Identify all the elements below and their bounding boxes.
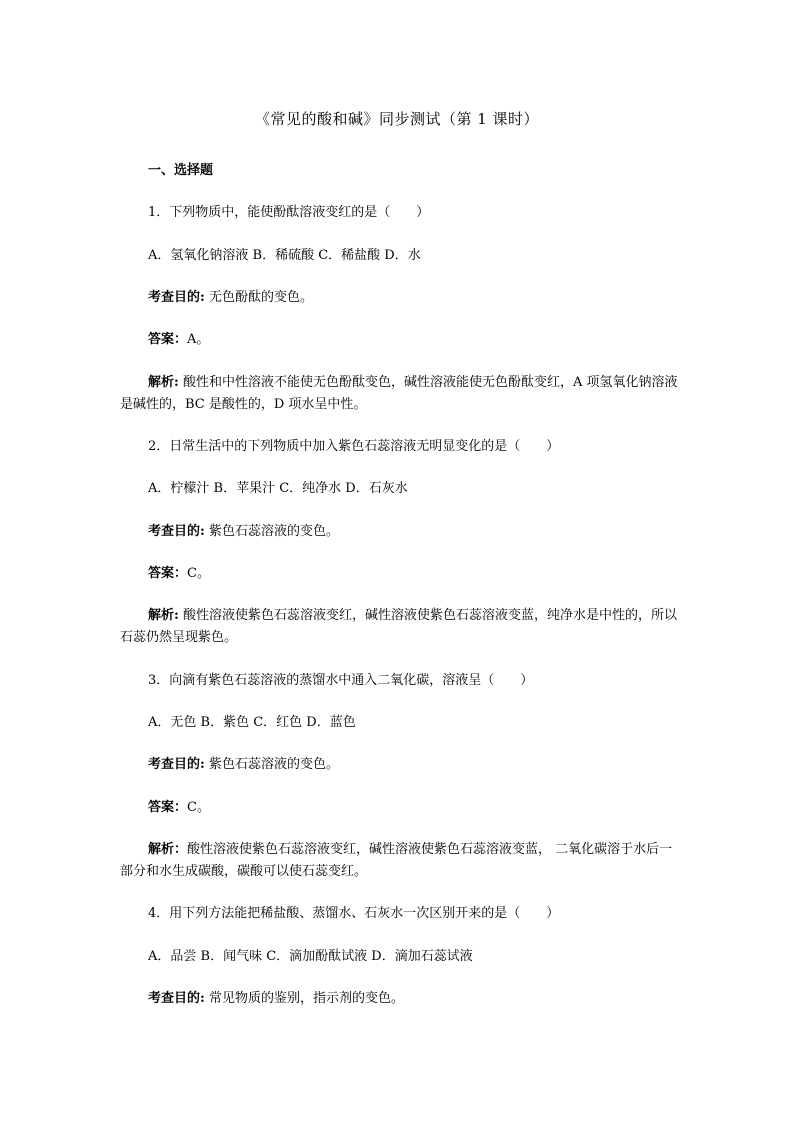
analysis-label: 解析： bbox=[148, 842, 188, 857]
purpose-text: 紫色石蕊溶液的变色。 bbox=[204, 757, 339, 772]
answer-text: C。 bbox=[187, 800, 210, 815]
purpose-label: 考查目的: bbox=[148, 757, 205, 772]
question-3-answer bbox=[148, 799, 210, 817]
answer-label: 答案： bbox=[148, 800, 188, 815]
answer-label: 答案： bbox=[148, 566, 188, 581]
document-title: 《常见的酸和碱》同步测试（第 1 课时） bbox=[254, 110, 540, 128]
analysis-text: 酸性溶液使紫色石蕊溶液变红，碱性溶液使紫色石蕊溶液变蓝， 二氧化碳溶于水后一部分和水生成碳酸，碳酸可以使石蕊变红。 bbox=[120, 842, 673, 879]
question-2-purpose bbox=[148, 523, 339, 541]
question-1-stem: 1．下列物质中，能使酚酞溶液变红的是（ ） bbox=[148, 205, 430, 220]
question-2-stem: 2．日常生活中的下列物质中加入紫色石蕊溶液无明显变化的是（ ） bbox=[148, 439, 560, 454]
purpose-text: 无色酚酞的变色。 bbox=[204, 290, 313, 305]
question-1-answer bbox=[148, 331, 209, 349]
purpose-text: 紫色石蕊溶液的变色。 bbox=[204, 524, 339, 539]
analysis-text: 酸性溶液使紫色石蕊溶液变红，碱性溶液使紫色石蕊溶液变蓝，纯净水是中性的，所以石蕊仍然呈现紫色。 bbox=[120, 608, 677, 645]
question-1-options: A．氢氧化钠溶液 B．稀硫酸 C．稀盐酸 D．水 bbox=[148, 248, 421, 263]
question-2-analysis bbox=[120, 605, 680, 649]
question-2-options: A．柠檬汁 B．苹果汁 C．纯净水 D．石灰水 bbox=[148, 481, 408, 496]
answer-text: A。 bbox=[187, 332, 210, 347]
question-4-stem: 4．用下列方法能把稀盐酸、蒸馏水、石灰水一次区别开来的是（ ） bbox=[148, 906, 560, 921]
question-3-stem: 3．向滴有紫色石蕊溶液的蒸馏水中通入二氧化碳，溶液呈（ ） bbox=[148, 673, 534, 688]
purpose-text: 常见物质的鉴别，指示剂的变色。 bbox=[204, 991, 404, 1006]
question-3-purpose bbox=[148, 756, 339, 774]
question-4-options: A．品尝 B．闻气味 C．滴加酚酞试液 D．滴加石蕊试液 bbox=[148, 949, 473, 964]
purpose-label: 考查目的: bbox=[148, 524, 205, 539]
answer-text: C。 bbox=[187, 566, 210, 581]
question-3-analysis bbox=[120, 839, 680, 883]
question-2-answer bbox=[148, 565, 210, 583]
analysis-text: 酸性和中性溶液不能使无色酚酞变色，碱性溶液能使无色酚酞变红，A 项氢氧化钠溶液是碱性的，BC 是酸性的，D 项水呈中性。 bbox=[120, 375, 678, 412]
question-3-options: A．无色 B．紫色 C．红色 D．蓝色 bbox=[148, 715, 356, 730]
answer-label: 答案： bbox=[148, 332, 188, 347]
analysis-label: 解析: bbox=[148, 608, 179, 623]
analysis-label: 解析: bbox=[148, 375, 179, 390]
question-4-purpose bbox=[148, 990, 404, 1008]
question-1-purpose bbox=[148, 289, 313, 307]
question-1-analysis bbox=[120, 372, 680, 416]
purpose-label: 考查目的: bbox=[148, 290, 205, 305]
section-heading: 一、选择题 bbox=[148, 163, 214, 178]
purpose-label: 考查目的: bbox=[148, 991, 205, 1006]
